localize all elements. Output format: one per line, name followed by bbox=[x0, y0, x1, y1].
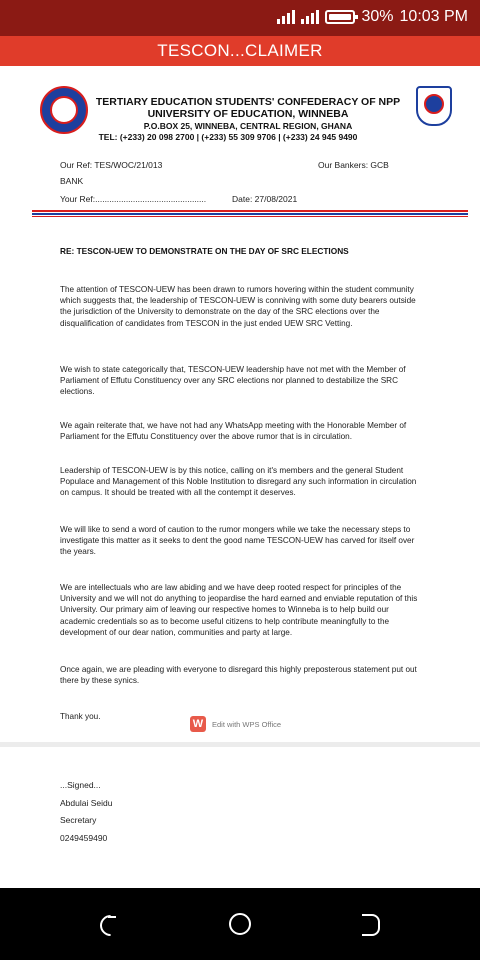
signatory-name: Abdulai Seidu bbox=[60, 798, 113, 808]
document-title: TESCON...CLAIMER bbox=[157, 41, 323, 60]
wps-office-icon: W bbox=[190, 716, 206, 732]
wps-watermark-text: Edit with WPS Office bbox=[212, 719, 282, 729]
letter-subject: RE: TESCON-UEW TO DEMONSTRATE ON THE DAY OF SRC ELECTIONS bbox=[60, 246, 349, 256]
tescon-logo-icon bbox=[40, 86, 88, 134]
recent-apps-icon[interactable] bbox=[94, 908, 126, 940]
letterhead-organization: TERTIARY EDUCATION STUDENTS' CONFEDERACY OF NPP bbox=[95, 96, 401, 108]
signatory-title: Secretary bbox=[60, 815, 97, 825]
letter-closing: Thank you. bbox=[60, 712, 101, 721]
paragraph-4: Leadership of TESCON-UEW is by this notice, calling on it's members and the general Student Populace and Management of this Noble Institution to disregard any such information in circulation on campus. It should be treated with all the contempt it deserves. bbox=[60, 466, 417, 498]
your-ref: Your Ref:............................................... bbox=[60, 194, 207, 204]
signatory-phone: 0249459490 bbox=[60, 833, 108, 843]
letterhead-rule-red bbox=[32, 210, 468, 212]
back-icon[interactable] bbox=[358, 908, 390, 940]
letterhead-university: UNIVERSITY OF EDUCATION, WINNEBA bbox=[147, 108, 349, 120]
document-page[interactable] bbox=[0, 66, 480, 742]
paragraph-6: We are intellectuals who are law abiding and we have deep rooted respect for principles of the University and we will not do anything to jeopardise the hard earned and enviable reputation of this University. Our primary aim of leaving our respective homes to Winneba is to help build our academic credentials so as to become useful citizens to help contribute meaningfully to the development of our dear nation, communities and party at large. bbox=[60, 583, 418, 637]
status-bar bbox=[0, 0, 480, 36]
signal-icon-secondary bbox=[301, 10, 319, 24]
app-title-bar bbox=[0, 36, 480, 66]
wps-watermark[interactable] bbox=[190, 716, 281, 732]
paragraph-5: We will like to send a word of caution to the rumor mongers while we take the necessary steps to investigate this matter as it seeks to dent the good name TESCON-UEW has carved for itself over the years. bbox=[60, 525, 415, 557]
uew-crest-icon bbox=[416, 86, 452, 126]
letter-date: Date: 27/08/2021 bbox=[232, 194, 298, 204]
paragraph-7: Once again, we are pleading with everyone to disregard this highly preposterous statement put out there by these synics. bbox=[60, 665, 417, 686]
paragraph-1: The attention of TESCON-UEW has been drawn to rumors hovering within the student community which suggests that, the leadership of TESCON-UEW is conniving with some duty bearers outside the jurisdiction of the University to demonstrate on the day of the SRC elections over the disqualification of candidates from TESCON in the just ended UEW SRC Vetting. bbox=[60, 285, 416, 328]
clock: 10:03 PM bbox=[399, 8, 468, 25]
bank-name: BANK bbox=[60, 176, 84, 186]
battery-percent: 30% bbox=[361, 8, 394, 25]
battery-icon bbox=[325, 10, 355, 24]
signed-marker: ...Signed... bbox=[60, 780, 101, 790]
our-ref: Our Ref: TES/WOC/21/013 bbox=[60, 160, 163, 170]
page-separator bbox=[0, 742, 480, 747]
our-bankers: Our Bankers: GCB bbox=[318, 160, 389, 170]
paragraph-3: We again reiterate that, we have not had any WhatsApp meeting with the Honorable Member of Parliament for the Effutu Constituency over the above rumor that is in circulation. bbox=[60, 421, 407, 442]
letterhead-address: P.O.BOX 25, WINNEBA, CENTRAL REGION, GHANA bbox=[143, 121, 353, 131]
letterhead bbox=[88, 96, 408, 143]
home-icon[interactable] bbox=[224, 908, 256, 940]
navigation-bar bbox=[0, 888, 480, 960]
signal-icon bbox=[277, 10, 295, 24]
letterhead-rule-blue bbox=[32, 213, 468, 215]
letterhead-rule-red-thin bbox=[32, 216, 468, 217]
letterhead-telephone: TEL: (+233) 20 098 2700 | (+233) 55 309 9706 | (+233) 24 945 9490 bbox=[98, 132, 358, 142]
paragraph-2: We wish to state categorically that, TESCON-UEW leadership have not met with the Member of Parliament of Effutu Constituency over any SRC elections nor planned to destabilize the SRC elections. bbox=[60, 365, 406, 397]
status-icons bbox=[277, 8, 468, 26]
